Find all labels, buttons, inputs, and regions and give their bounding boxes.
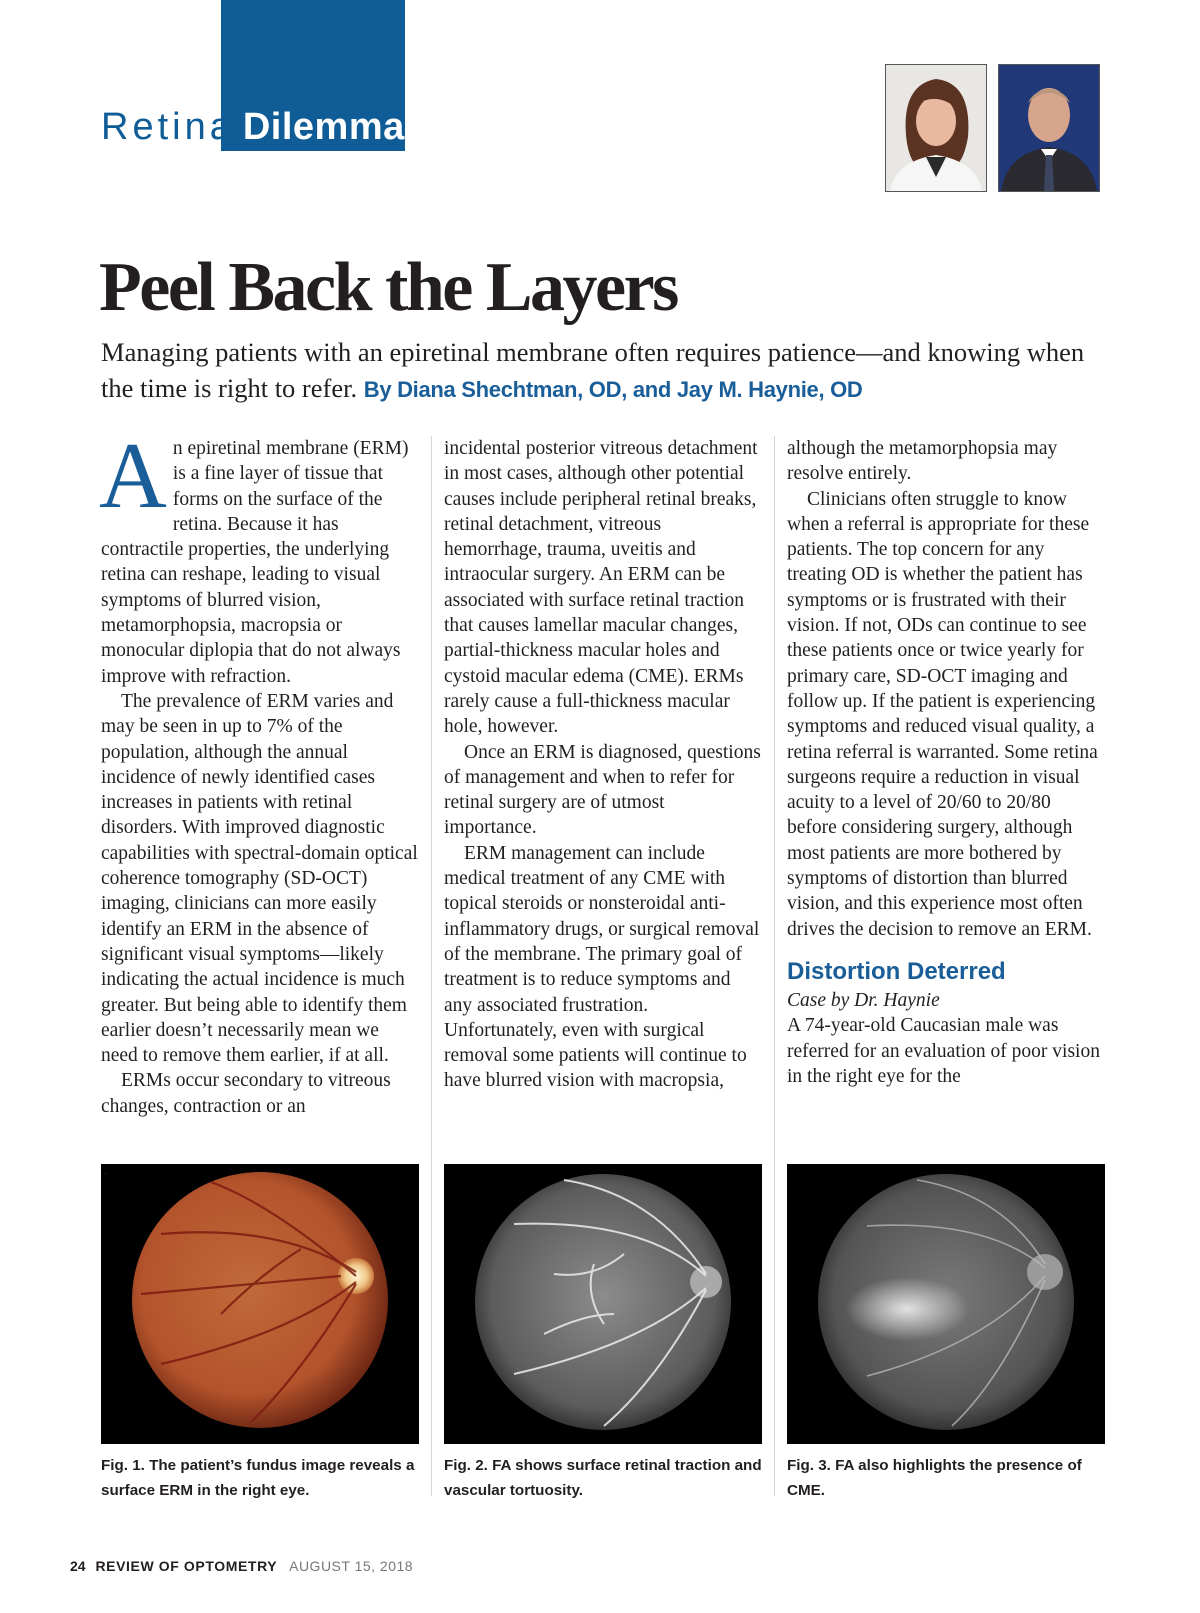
page-number: 24 bbox=[70, 1558, 86, 1574]
fundus-photo-figure bbox=[101, 1164, 419, 1444]
body-paragraph: Once an ERM is diagnosed, questions of management and when to refer for retinal surgery are of utmost importance. bbox=[444, 741, 761, 839]
body-column-3 bbox=[787, 436, 1105, 1089]
body-column-2 bbox=[444, 436, 762, 1094]
body-paragraph: The prevalence of ERM varies and may be seen in up to 7% of the population, although the annual incidence of newly identified cases increases in patients with retinal disorders. With improved diagnostic capabilities with spectral-domain optical coherence tomography (SD-OCT) imaging, clinicians can more easily identify an ERM in the absence of significant visual symptoms—likely indicating the actual incidence is much greater. But being able to identify them earlier doesn’t necessarily mean we need to remove them earlier, if at all. bbox=[101, 690, 418, 1067]
section-label-bold: Dilemmas bbox=[242, 106, 427, 148]
figure-caption: Fig. 3. FA also highlights the presence of CME. bbox=[787, 1457, 1082, 1499]
issue-date: AUGUST 15, 2018 bbox=[289, 1558, 414, 1574]
column-divider bbox=[774, 436, 775, 1496]
author-photo-man bbox=[998, 64, 1100, 192]
column-divider bbox=[431, 436, 432, 1496]
author-photo-woman bbox=[885, 64, 987, 192]
section-label bbox=[101, 102, 426, 152]
body-paragraph: incidental posterior vitreous detachment in most cases, although other potential causes include peripheral retinal breaks, retinal detachment, vitreous hemorrhage, trauma, uveitis and intraocular surgery. An ERM can be associated with surface retinal traction that causes lamellar macular changes, partial-thickness macular holes and cystoid macular edema (CME). ERMs rarely cause a full-thickness macular hole, however. bbox=[444, 438, 758, 738]
paragraph-text: n epiretinal membrane (ERM) is a fine layer of tissue that forms on the surface of the retina. Because it has contractile properties, the underlying retina can reshape, leading to visual symptoms of blurred vision, metamorphopsia, macropsia or monocular diplopia that do not always improve with refraction. bbox=[101, 438, 409, 687]
section-label-light: Retina bbox=[101, 106, 235, 148]
body-paragraph: although the metamorphopsia may resolve entirely. bbox=[787, 438, 1058, 485]
article-headline: Peel Back the Layers bbox=[99, 249, 677, 326]
body-column-1 bbox=[99, 424, 419, 1119]
deck-text: Managing patients with an epiretinal membrane often requires patience—and knowing when the time is right to refer. bbox=[101, 337, 1085, 403]
body-paragraph: ERMs occur secondary to vitreous changes, contraction or an bbox=[101, 1070, 391, 1117]
case-byline: Case by Dr. Haynie bbox=[787, 989, 940, 1011]
fluorescein-angiogram-figure bbox=[444, 1164, 762, 1444]
body-paragraph bbox=[99, 424, 419, 689]
body-paragraph: ERM management can include medical treatment of any CME with topical steroids or nonsteroidal anti-inflammatory drugs, or surgical removal of the membrane. The primary goal of treatment is to reduce symptoms and any associated frustration. Unfortunately, even with surgical removal some patients will continue to have blurred vision with macropsia, bbox=[444, 842, 760, 1092]
section-subhead: Distortion Deterred bbox=[787, 957, 1006, 985]
magazine-name: REVIEW OF OPTOMETRY bbox=[95, 1558, 278, 1574]
svg-text:.: . bbox=[105, 1170, 107, 1176]
body-paragraph: Clinicians often struggle to know when a referral is appropriate for these patients. The top concern for any treating OD is whether the patient has symptoms or is frustrated with their vision. If not, ODs can continue to see these patients once or twice yearly for primary care, SD-OCT imaging and follow up. If the patient is experiencing symptoms and reduced visual quality, a retina referral is warranted. Some retina surgeons require a reduction in visual acuity to a level of 20/60 to 20/80 before considering surgery, although most patients are more bothered by symptoms of distortion than blurred vision, and this experience most often drives the decision to remove an ERM. bbox=[787, 488, 1098, 940]
figure-caption: Fig. 2. FA shows surface retinal traction and vascular tortuosity. bbox=[444, 1457, 762, 1499]
figure-caption: Fig. 1. The patient’s fundus image reveals a surface ERM in the right eye. bbox=[101, 1457, 415, 1499]
fluorescein-angiogram-late-figure bbox=[787, 1164, 1105, 1444]
article-deck bbox=[101, 334, 1111, 408]
author-byline: By Diana Shechtman, OD, and Jay M. Haynie, OD bbox=[363, 377, 863, 402]
page-footer bbox=[70, 1558, 413, 1574]
drop-cap: A bbox=[99, 424, 167, 528]
body-paragraph: A 74-year-old Caucasian male was referred for an evaluation of poor vision in the right eye for the bbox=[787, 1015, 1100, 1087]
